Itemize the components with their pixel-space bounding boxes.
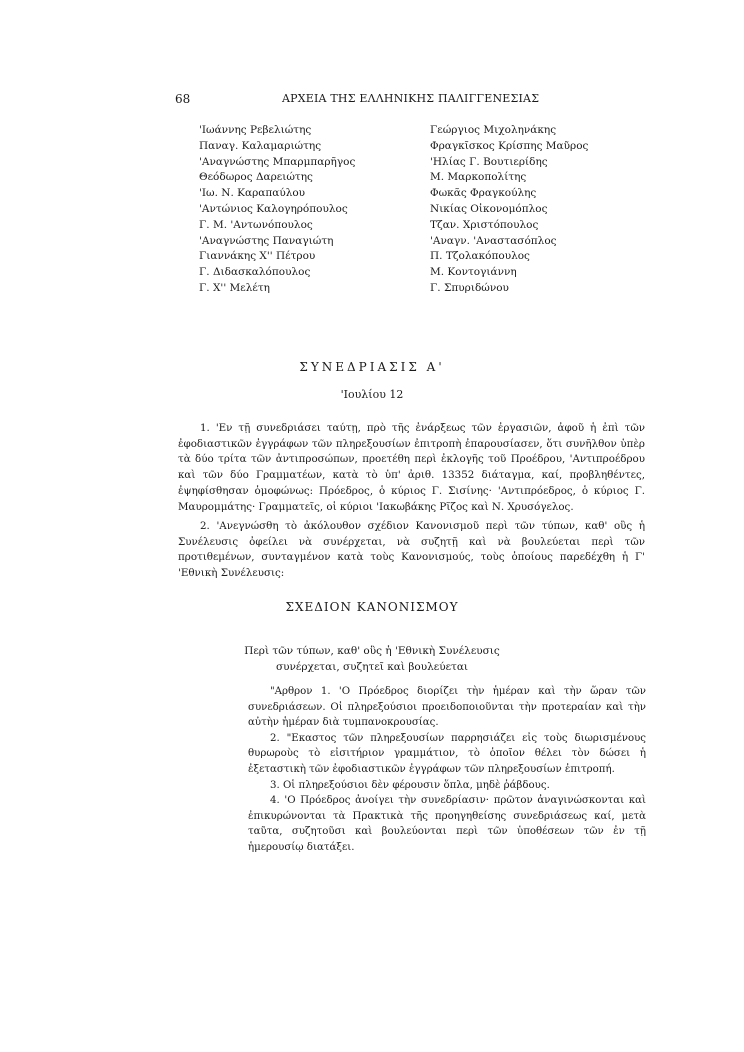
signatory-name: Θεόδωρος Δαρειώτης [199, 171, 313, 184]
signatory-name: 'Αναγνώστης Μπαρμπαρῆγος [199, 155, 356, 168]
signatories-right-column [430, 123, 588, 297]
session-date: 'Ιουλίου 12 [340, 388, 404, 401]
signatory-name: Φραγκῖσκος Κρίσπης Μαῦρος [430, 139, 589, 152]
signatories-left-column [199, 123, 355, 297]
body-paragraph: 1. 'Εν τῇ συνεδριάσει ταύτῃ, πρὸ τῆς ἐνάρξεως τῶν ἐργασιῶν, ἀφοῦ ἡ ἐπὶ τῶν ἐφοδιαστικῶν ἐγγράφων τῶν πληρεξουσίων ἐπιτροπὴ ἐπαρουσίασεν, ὅτι συνῆλθον ὑπὲρ τὰ δύο τρίτα τῶν ἀντιπροσώπων, προετέθη περὶ ἐκλογῆς τοῦ Προέδρου, 'Αντιπροέδρου καὶ τῶν δύο Γραμματέων, κατὰ τὸ ὑπ' ἀριθ. 13352 διάταγμα, καί, προβληθέντες, ἐψηφίσθησαν ὁμοφώνως: Πρόεδρος, ὁ κύριος Γ. Σισίνης· 'Αντιπρόεδρος, ὁ κύριος Γ. Μαυρομμάτης· Γραμματεῖς, οἱ κύριοι 'Ιακωβάκης Ρῖζος καὶ Ν. Χρυσόγελος. [178, 422, 645, 513]
article-paragraph: 3. Οἱ πληρεξούσιοι δὲν φέρουσιν ὅπλα, μηδὲ ῥάβδους. [270, 779, 550, 791]
signatory-name: 'Αναγνώστης Παναγιώτη [199, 234, 334, 247]
signatory-name: Γ. Χ'' Μελέτη [199, 281, 270, 294]
signatory-name: Γ. Διδασκαλόπουλος [199, 266, 311, 279]
article-paragraph: 4. 'Ο Πρόεδρος ἀνοίγει τὴν συνεδρίασιν· πρῶτον ἀναγινώσκονται καὶ ἐπικυρώνονται τὰ Πρακτικὰ τῆς προηγηθείσης συνεδριάσεως καί, μετὰ ταῦτα, συζητοῦσι καὶ βουλεύονται περὶ τῶν ὑποθέσεων τῶν ἐν τῇ ἡμερουσίῳ διατάξει. [248, 795, 646, 853]
signatory-name: Γιαννάκης Χ'' Πέτρου [199, 250, 316, 263]
body-paragraph: 2. 'Ανεγνώσθη τὸ ἀκόλουθον σχέδιον Κανονισμοῦ περὶ τῶν τύπων, καθ' οὓς ἡ Συνέλευσις ὀφείλει νὰ συνέρχεται, νὰ συζητῇ καὶ νὰ βουλεύεται περὶ τῶν προτιθεμένων, συνταγμένον κατὰ τοὺς Κανονισμούς, τοὺς ὁποίους παρεδέχθη ἡ Γ' 'Εθνικὴ Συνέλευσις: [178, 520, 645, 580]
draft-subtitle [0, 643, 744, 675]
draft-heading: ΣΧΕΔΙΟΝ ΚΑΝΟΝΙΣΜΟΥ [285, 600, 459, 614]
signatory-name: 'Αναγν. 'Αναστασόπλος [430, 234, 557, 247]
page-number: 68 [175, 92, 191, 106]
signatory-name: Νικίας Οἰκονομόπλος [430, 202, 548, 215]
signatory-name: Γ. Μ. 'Αντωνόπουλος [199, 218, 313, 231]
signatory-name: 'Αντώνιος Καλογηρόπουλος [199, 202, 348, 215]
article-paragraph: "Αρθρον 1. 'Ο Πρόεδρος διορίζει τὴν ἡμέραν καὶ τὴν ὥραν τῶν συνεδριάσεων. Οἱ πληρεξούσιοι προειδοποιοῦνται τὴν προτεραίαν καὶ τὴν αὐτὴν ἡμέραν διὰ τυμπανοκρουσίας. [248, 686, 646, 729]
running-title: ΑΡΧΕΙΑ ΤΗΣ ΕΛΛΗΝΙΚΗΣ ΠΑΛΙΓΓΕΝΕΣΙΑΣ [282, 92, 540, 105]
draft-subtitle-line: Περὶ τῶν τύπων, καθ' οὓς ἡ 'Εθνικὴ Συνέλευσις [244, 645, 500, 657]
article-paragraph: 2. "Εκαστος τῶν πληρεξουσίων παρρησιάζει εἰς τοὺς διωρισμένους θυρωροὺς τὸ εἰσιτήριον γραμμάτιον, τὸ ὁποῖον θέλει τὸν δώσει ἡ ἐξεταστικὴ τῶν ἐφοδιαστικῶν ἐγγράφων τῶν πληρεξουσίων ἐπιτροπή. [248, 732, 646, 775]
signatory-name: 'Ηλίας Γ. Βουτιερίδης [430, 155, 548, 168]
page-header [0, 92, 744, 110]
signatory-name: Τζαν. Χριστόπουλος [430, 218, 539, 231]
signatory-name: Παναγ. Καλαμαριώτης [199, 139, 322, 152]
draft-subtitle-line: συνέρχεται, συζητεῖ καὶ βουλεύεται [275, 661, 469, 673]
signatory-name: Φωκᾶς Φραγκούλης [430, 187, 537, 200]
signatory-name: Γεώργιος Μιχοληνάκης [430, 124, 557, 136]
session-heading: ΣΥΝΕΔΡΙΑΣΙΣ Α' [299, 360, 445, 374]
signatory-name: Γ. Σπυριδώνου [430, 281, 509, 294]
signatory-name: 'Ιω. Ν. Καραπαύλου [199, 187, 306, 200]
articles-block [248, 684, 646, 856]
signatory-name: 'Ιωάννης Ρεβελιώτης [199, 124, 312, 136]
signatory-name: Μ. Μαρκοπολίτης [430, 171, 527, 184]
signatory-name: Μ. Κοντογιάννη [430, 266, 517, 279]
signatory-name: Π. Τζολακόπουλος [430, 250, 530, 263]
